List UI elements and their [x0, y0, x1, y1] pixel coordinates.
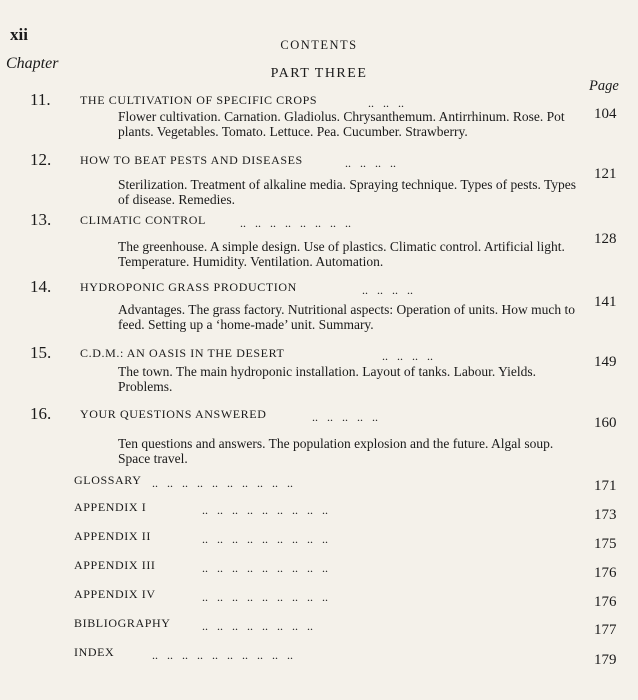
- section-title[interactable]: APPENDIX II: [74, 529, 151, 543]
- dot-leader: .. .. .. ..: [382, 349, 433, 363]
- section-title[interactable]: GLOSSARY: [74, 473, 142, 487]
- dot-leader: .. .. .. .. .. .. .. .. ..: [202, 503, 328, 517]
- page-column-label: Page: [589, 78, 619, 94]
- dot-leader: .. .. .. .. .. .. .. .. .. ..: [152, 648, 293, 662]
- page-reference[interactable]: 160: [594, 415, 617, 431]
- chapter-title[interactable]: CLIMATIC CONTROL: [80, 213, 206, 227]
- chapter-number: 11.: [30, 90, 51, 109]
- page-reference[interactable]: 175: [594, 536, 617, 552]
- page-reference[interactable]: 173: [594, 507, 617, 523]
- page-reference[interactable]: 176: [594, 594, 617, 610]
- chapter-column-label: Chapter: [6, 55, 59, 72]
- contents-title: CONTENTS: [280, 38, 358, 52]
- section-title[interactable]: BIBLIOGRAPHY: [74, 616, 171, 630]
- section-title[interactable]: APPENDIX III: [74, 558, 156, 572]
- chapter-title[interactable]: HYDROPONIC GRASS PRODUCTION: [80, 280, 297, 294]
- chapter-description: Advantages. The grass factory. Nutritional aspects: Operation of units. How much to feed. Setting up a ‘home-made’ unit. Summary.: [118, 302, 576, 332]
- page-number: xii: [10, 25, 28, 44]
- page-reference[interactable]: 149: [594, 354, 617, 370]
- dot-leader: .. .. .. .. ..: [312, 410, 378, 424]
- page-reference[interactable]: 128: [594, 231, 617, 247]
- chapter-number: 13.: [30, 210, 52, 229]
- page-reference[interactable]: 179: [594, 652, 617, 668]
- dot-leader: .. .. .. .. .. .. .. .. ..: [202, 590, 328, 604]
- dot-leader: .. .. .. .. .. .. .. .. ..: [202, 561, 328, 575]
- dot-leader: .. .. .. .. .. .. .. ..: [240, 216, 351, 230]
- section-title[interactable]: APPENDIX IV: [74, 587, 156, 601]
- page-reference[interactable]: 177: [594, 622, 617, 638]
- chapter-number: 14.: [30, 277, 52, 296]
- chapter-title[interactable]: HOW TO BEAT PESTS AND DISEASES: [80, 153, 303, 167]
- chapter-title[interactable]: YOUR QUESTIONS ANSWERED: [80, 407, 267, 421]
- chapter-description: Ten questions and answers. The population explosion and the future. Algal soup. Space travel.: [118, 436, 554, 466]
- section-title[interactable]: INDEX: [74, 645, 115, 659]
- chapter-description: The town. The main hydroponic installation. Layout of tanks. Labour. Yields. Problems.: [118, 364, 537, 394]
- chapter-title[interactable]: C.D.M.: AN OASIS IN THE DESERT: [80, 346, 285, 360]
- chapter-number: 16.: [30, 404, 52, 423]
- chapter-description: Sterilization. Treatment of alkaline media. Spraying technique. Types of pests. Types of disease. Remedies.: [118, 177, 577, 207]
- chapter-number: 12.: [30, 150, 52, 169]
- page-reference[interactable]: 121: [594, 166, 617, 182]
- chapter-description: The greenhouse. A simple design. Use of plastics. Climatic control. Artificial light. Temperature. Humidity. Ventilation. Automation.: [118, 239, 565, 269]
- chapter-title[interactable]: THE CULTIVATION OF SPECIFIC CROPS: [80, 93, 318, 107]
- page-reference[interactable]: 176: [594, 565, 617, 581]
- section-title[interactable]: APPENDIX I: [74, 500, 147, 514]
- chapter-number: 15.: [30, 343, 52, 362]
- dot-leader: .. .. .. ..: [345, 156, 396, 170]
- page-reference[interactable]: 171: [594, 478, 617, 494]
- dot-leader: .. .. .. .. .. .. .. ..: [202, 619, 313, 633]
- dot-leader: .. .. .. .. .. .. .. .. ..: [202, 532, 328, 546]
- dot-leader: .. .. .. .. .. .. .. .. .. ..: [152, 476, 293, 490]
- part-title: PART THREE: [270, 66, 368, 81]
- dot-leader: .. .. ..: [368, 96, 404, 110]
- page-reference[interactable]: 141: [594, 294, 617, 310]
- dot-leader: .. .. .. ..: [362, 283, 413, 297]
- chapter-description: Flower cultivation. Carnation. Gladiolus. Chrysanthemum. Antirrhinum. Rose. Pot plants. Vegetables. Tomato. Lettuce. Pea. Cucumber. Strawberry.: [118, 109, 565, 139]
- page-reference[interactable]: 104: [594, 106, 617, 122]
